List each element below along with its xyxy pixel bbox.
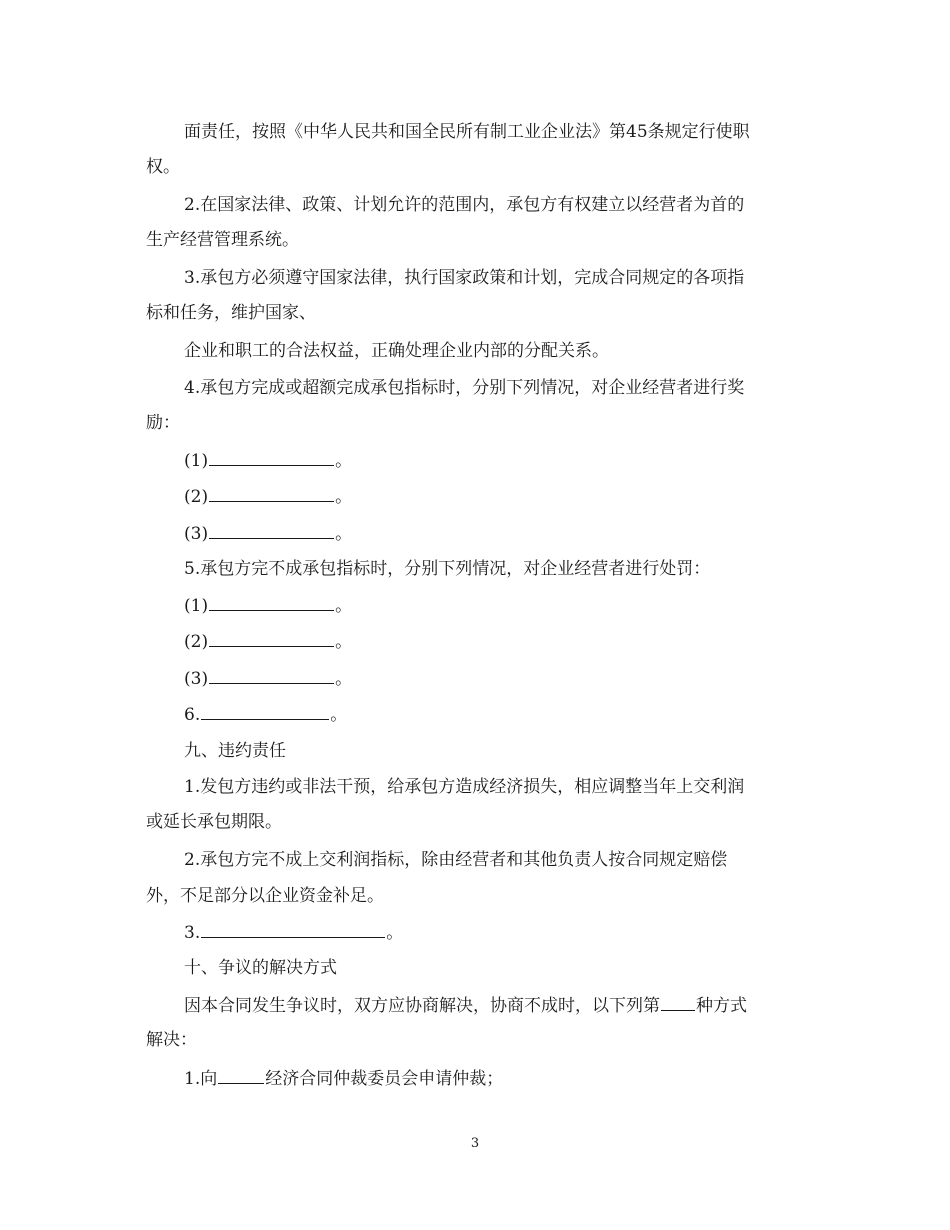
fill-blank bbox=[661, 993, 695, 1011]
paragraph-line: 励： bbox=[146, 413, 180, 433]
section-heading: 九、违约责任 bbox=[184, 741, 286, 761]
section-heading: 十、争议的解决方式 bbox=[184, 958, 337, 978]
paragraph-line: 生产经营管理系统。 bbox=[146, 230, 299, 250]
paragraph-line: 外，不足部分以企业资金补足。 bbox=[146, 886, 384, 906]
paragraph-line: 或延长承包期限。 bbox=[146, 812, 282, 832]
penalty-item-2: (2) 。 bbox=[184, 629, 352, 654]
penalty-item-3: (3) 。 bbox=[184, 666, 352, 691]
section10-item-1: 1.向 经济合同仲裁委员会申请仲裁； bbox=[184, 1066, 503, 1091]
paragraph-line: 3.承包方必须遵守国家法律，执行国家政策和计划，完成合同规定的各项指 bbox=[184, 268, 745, 288]
reward-item-3: (3) 。 bbox=[184, 521, 352, 546]
paragraph-line: 5.承包方完不成承包指标时，分别下列情况，对企业经营者进行处罚： bbox=[184, 559, 711, 579]
paragraph-line: 因本合同发生争议时，双方应协商解决，协商不成时，以下列第 种方式 bbox=[184, 993, 747, 1018]
fill-blank bbox=[209, 666, 334, 684]
paragraph-line: 权。 bbox=[146, 157, 180, 177]
paragraph-line: 面责任，按照《中华人民共和国全民所有制工业企业法》第45条规定行使职 bbox=[184, 122, 750, 142]
paragraph-line: 解决： bbox=[146, 1030, 197, 1050]
page-number: 3 bbox=[470, 1136, 480, 1151]
paragraph-line: 4.承包方完成或超额完成承包指标时，分别下列情况，对企业经营者进行奖 bbox=[184, 378, 745, 398]
section9-item-3: 3. 。 bbox=[184, 920, 403, 945]
item-6: 6. 。 bbox=[184, 702, 347, 727]
paragraph-line: 1.发包方违约或非法干预，给承包方造成经济损失，相应调整当年上交利润 bbox=[184, 777, 745, 797]
reward-item-2: (2) 。 bbox=[184, 484, 352, 509]
penalty-item-1: (1) 。 bbox=[184, 593, 352, 618]
fill-blank bbox=[218, 1066, 264, 1084]
fill-blank bbox=[209, 593, 334, 611]
paragraph-line: 2.承包方完不成上交利润指标，除由经营者和其他负责人按合同规定赔偿 bbox=[184, 850, 728, 870]
fill-blank bbox=[209, 448, 334, 466]
reward-item-1: (1) 。 bbox=[184, 448, 352, 473]
fill-blank bbox=[201, 702, 329, 720]
fill-blank bbox=[209, 521, 334, 539]
fill-blank bbox=[201, 920, 385, 938]
fill-blank bbox=[209, 629, 334, 647]
paragraph-line: 2.在国家法律、政策、计划允许的范围内，承包方有权建立以经营者为首的 bbox=[184, 195, 745, 215]
fill-blank bbox=[209, 484, 334, 502]
paragraph-line: 企业和职工的合法权益，正确处理企业内部的分配关系。 bbox=[184, 341, 609, 361]
paragraph-line: 标和任务，维护国家、 bbox=[146, 303, 316, 323]
